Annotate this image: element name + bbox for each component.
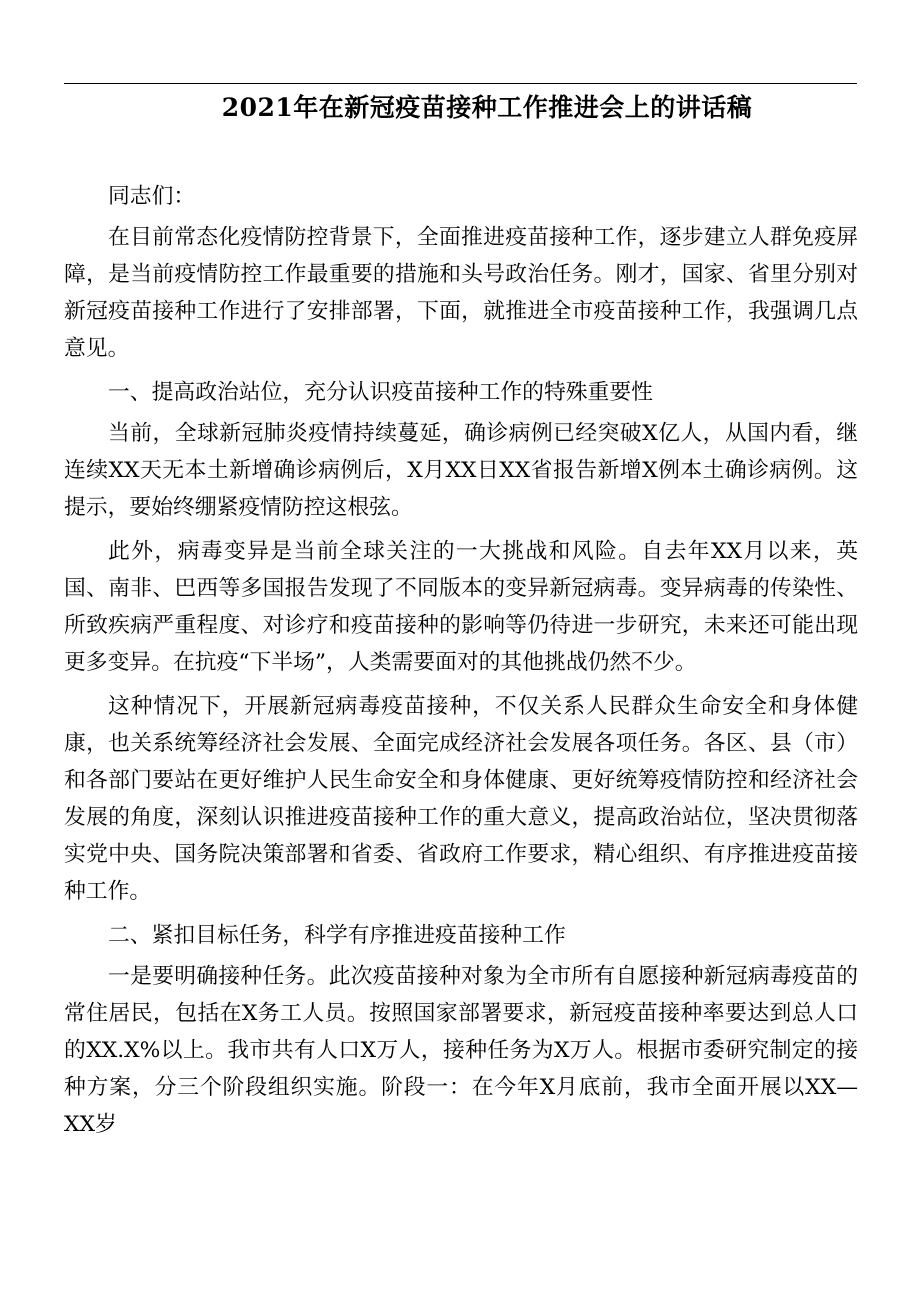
- section-heading-1: 一、提高政治站位，充分认识疫苗接种工作的特殊重要性: [108, 380, 653, 405]
- section-heading-2: 二、紧扣目标任务，科学有序推进疫苗接种工作: [108, 923, 566, 948]
- salutation-paragraph: 同志们：: [108, 184, 196, 209]
- document-title: 2021年在新冠疫苗接种工作推进会上的讲话稿: [221, 93, 753, 122]
- paragraph-vaccination-tasks: 一是要明确接种任务。此次疫苗接种对象为全市所有自愿接种新冠病毒疫苗的常住居民，包括在X务工人员。按照国家部署要求，新冠疫苗接种率要达到总人口的XX.X%以上。我市共有人口X万人，接种任务为X万人。根据市委研究制定的接种方案，分三个阶段组织实施。阶段一：在今年X月底前，我市全面开展以XX—XX岁: [64, 964, 858, 1137]
- paragraph-virus-variants: 此外，病毒变异是当前全球关注的一大挑战和风险。自去年XX月以来，英国、南非、巴西等多国报告发现了不同版本的变异新冠病毒。变异病毒的传染性、所致疾病严重程度、对诊疗和疫苗接种的影响等仍待进一步研究，未来还可能出现更多变异。在抗疫“下半场”，人类需要面对的其他挑战仍然不少。: [64, 539, 858, 675]
- header-rule: [64, 83, 857, 84]
- paragraph-significance: 这种情况下，开展新冠病毒疫苗接种，不仅关系人民群众生命安全和身体健康，也关系统筹经济社会发展、全面完成经济社会发展各项任务。各区、县（市）和各部门要站在更好维护人民生命安全和身体健康、更好统筹疫情防控和经济社会发展的角度，深刻认识推进疫苗接种工作的重大意义，提高政治站位，坚决贯彻落实党中央、国务院决策部署和省委、省政府工作要求，精心组织、有序推进疫苗接种工作。: [64, 694, 858, 904]
- document-body: [64, 178, 858, 1150]
- paragraph-global-situation: 当前，全球新冠肺炎疫情持续蔓延，确诊病例已经突破X亿人，从国内看，继连续XX天无本土新增确诊病例后，X月XX日XX省报告新增X例本土确诊病例。这提示，要始终绷紧疫情防控这根弦。: [64, 421, 858, 520]
- intro-paragraph: 在目前常态化疫情防控背景下，全面推进疫苗接种工作，逐步建立人群免疫屏障，是当前疫情防控工作最重要的措施和头号政治任务。刚才，国家、省里分别对新冠疫苗接种工作进行了安排部署，下面，就推进全市疫苗接种工作，我强调几点意见。: [64, 225, 858, 361]
